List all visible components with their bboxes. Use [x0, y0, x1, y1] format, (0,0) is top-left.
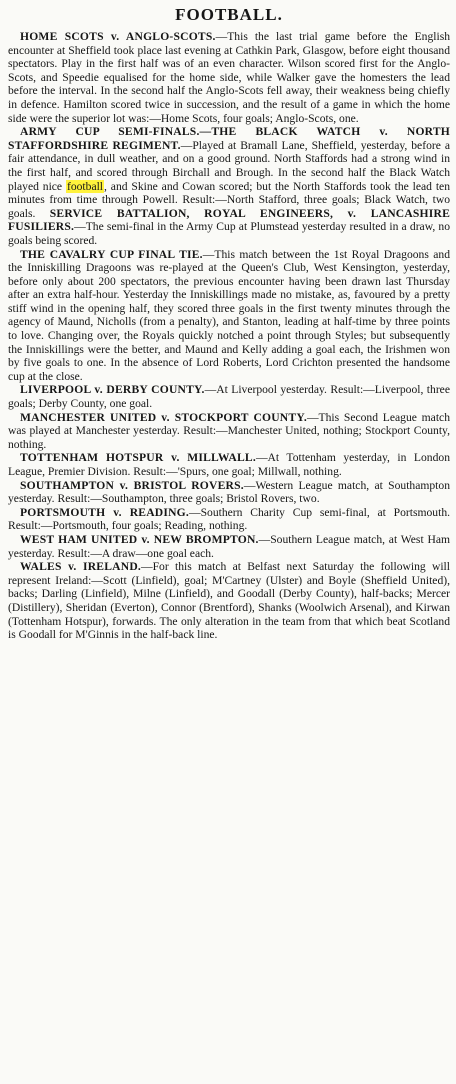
article-headline: SOUTHAMPTON v. BRISTOL ROVERS. [20, 478, 244, 492]
article-headline: PORTSMOUTH v. READING. [20, 505, 189, 519]
article-liverpool [8, 383, 450, 410]
article-headline: ARMY CUP SEMI-FINALS.—THE BLACK WATCH v. NORTH STAFFORDSHIRE REGIMENT. [8, 125, 450, 152]
article-headline: HOME SCOTS v. ANGLO-SCOTS. [20, 30, 216, 43]
article-headline: SERVICE BATTALION, ROYAL ENGINEERS, v. LANCASHIRE FUSILIERS. [8, 206, 450, 234]
article-portsmouth [8, 506, 450, 533]
article-body: —Southern Charity Cup semi-final, at Portsmouth. Result:—Portsmouth, four goals; Reading, nothing. [8, 505, 451, 533]
article-southampton [8, 479, 450, 506]
page-title: FOOTBALL. [175, 5, 283, 24]
article-body: —This match between the 1st Royal Dragoons and the Inniskilling Dragoons was re-played at the Queen's Club, West Kensington, yesterday, before only about 200 spectators, the previous encounter having been drawn last Thursday after an extra half-hour. Yesterday the Inniskillings made no mistake, as, favoured by a pretty stiff wind in the opening half, they scored three goals in the first twenty minutes through the agency of Maund, Nicholls (from a penalty), and Stanton, leading at half-time by three points to love. Changing over, the Royals quickly notched a point through Styles; but subsequently the Inniskillings were the better, and Maund and Kelly adding a goal each, the Irishmen won by five goals to one. In the absence of Lord Roberts, Lord Crichton presented the handsome cup at the close. [8, 247, 451, 383]
article-cavalry-cup [8, 248, 450, 384]
article-body: —This Second League match was played at Manchester yesterday. Result:—Manchester United, nothing; Stockport County, nothing. [8, 410, 450, 451]
article-headline: WALES v. IRELAND. [20, 560, 141, 574]
article-body: , and Skine and Cowan scored; but the North Staffords took the lead ten minutes from time through Powell. Result:—North Stafford, three goals; Black Watch, two goals. [8, 179, 450, 220]
article-headline: WEST HAM UNITED v. NEW BROMPTON. [20, 532, 259, 546]
article-headline: LIVERPOOL v. DERBY COUNTY. [20, 383, 205, 397]
search-highlight: football [66, 179, 104, 193]
article-body: —Western League match, at Southampton yesterday. Result:—Southampton, three goals; Bristol Rovers, two. [8, 478, 450, 506]
article-headline: THE CAVALRY CUP FINAL TIE. [20, 247, 203, 261]
article-home-scots [8, 30, 450, 125]
article-headline: TOTTENHAM HOTSPUR v. MILLWALL. [20, 451, 256, 465]
article-body: —Played at Bramall Lane, Sheffield, yesterday, before a fair attendance, in dull weather, and on a good ground. North Staffords had a strong wind in the first half, and scored through Birchall and Brough. In the second half the Black Watch played nice [8, 138, 450, 193]
article-headline: MANCHESTER UNITED v. STOCKPORT COUNTY. [20, 410, 307, 424]
article-body: —At Liverpool yesterday. Result:—Liverpool, three goals; Derby County, one goal. [8, 383, 450, 411]
article-body: —Southern League match, at West Ham yesterday. Result:—A draw—one goal each. [8, 532, 450, 560]
article-body: —At Tottenham yesterday, in London League, Premier Division. Result:—'Spurs, one goal; Millwall, nothing. [8, 451, 450, 478]
article-body: —The semi-final in the Army Cup at Plumstead yesterday resulted in a draw, no goals being scored. [8, 220, 450, 247]
article-body: —This the last trial game before the English encounter at Sheffield took place last evening at Cathkin Park, Glasgow, before eight thousand spectators. Play in the first half was of an even character. Wilson scored first for the Anglo-Scots, and Speedie equalised for the home side, while Walker gave the homesters the lead before the interval. In the second half the Anglo-Scots fell away, their weakness being chiefly in defence. Hamilton scored twice in succession, and the result of a game in which the home side were the superior lot was:—Home Scots, four goals; Anglo-Scots, one. [8, 30, 451, 125]
article-manchester [8, 411, 450, 452]
article-body: —For this match at Belfast next Saturday the following will represent Ireland:—Scott (Linfield), goal; M'Cartney (Ulster) and Boyle (Sheffield United), backs; Darling (Linfield), Milne (Linfield), and Goodall (Derby County), half-backs; Mercer (Distillery), Sheridan (Everton), Connor (Brentford), Shanks (Woolwich Arsenal), and Kirwan (Tottenham Hotspur), forwards. The only alteration in the team from that which beat Scotland is Goodall for M'Ginnis in the half-back line. [8, 560, 451, 642]
article-west-ham [8, 533, 450, 560]
article-wales-ireland [8, 560, 450, 642]
article-army-cup [8, 125, 450, 247]
article-tottenham [8, 451, 450, 478]
